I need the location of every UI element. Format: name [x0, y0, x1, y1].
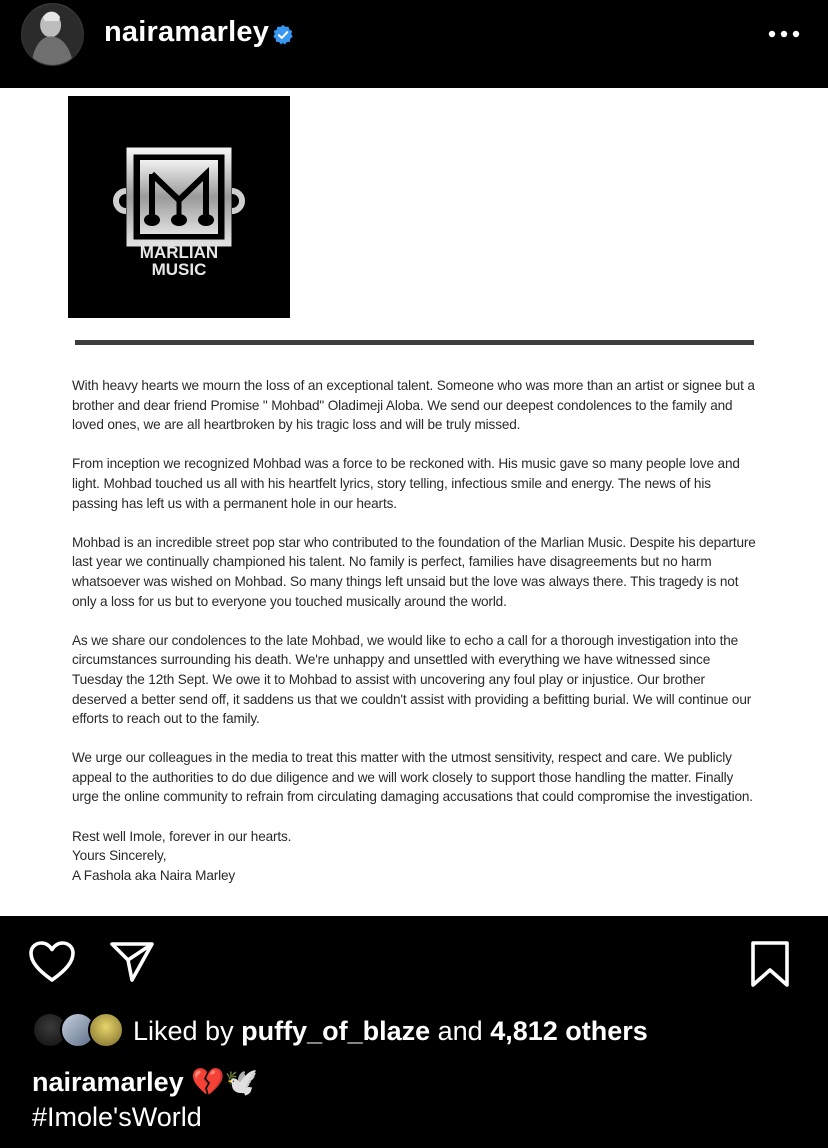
likes-middle: and: [437, 1016, 483, 1046]
liker-avatar: [88, 1012, 124, 1048]
likes-count[interactable]: 4,812 others: [490, 1016, 648, 1046]
letter-paragraph: From inception we recognized Mohbad was a force to be reckoned with. His music gave so many people love and light. Mohbad touched us all with his heartfelt lyrics, story telling, infectious smile and energy. The news of his passing has left us with a permanent hole in our hearts.: [72, 456, 740, 511]
post-actions: [0, 916, 828, 1148]
letter-paragraph: With heavy hearts we mourn the loss of an exceptional talent. Someone who was more than an artist or signee but a brother and dear friend Promise " Mohbad" Oladimeji Aloba. We send our deepest condolences to the family and loved ones, we are all heartbroken by his tragic loss and will be truly missed.: [72, 378, 755, 433]
liker-username[interactable]: puffy_of_blaze: [241, 1016, 431, 1046]
letter-closing: Rest well Imole, forever in our hearts.: [72, 828, 292, 844]
avatar-image: [22, 4, 83, 65]
logo-line2: MUSIC: [151, 260, 207, 279]
post-header: [0, 0, 828, 88]
more-options-icon[interactable]: [766, 20, 802, 48]
letter-signature: A Fashola aka Naira Marley: [72, 867, 236, 883]
caption-hashtag[interactable]: #Imole'sWorld: [32, 1102, 202, 1132]
bookmark-icon[interactable]: [748, 940, 792, 988]
header-username[interactable]: nairamarley: [104, 16, 270, 48]
heart-icon[interactable]: [28, 940, 76, 984]
caption-username[interactable]: nairamarley: [32, 1067, 184, 1097]
likes-prefix: Liked by: [133, 1016, 234, 1046]
letter-signoff: Yours Sincerely,: [72, 848, 167, 864]
likes-summary[interactable]: [133, 1016, 648, 1047]
letter-paragraph: As we share our condolences to the late Mohbad, we would like to echo a call for a thorough investigation into the circumstances surrounding his death. We're unhappy and unsettled with everything we have witnessed since Tuesday the 12th Sept. We owe it to Mohbad to assist with uncovering any foul play or injustice. Our brother deserved a better send off, it saddens us that we couldn't assist with providing a befitting burial. We will continue our efforts to reach out to the family.: [72, 632, 752, 727]
letter-paragraph: Mohbad is an incredible street pop star who contributed to the foundation of the Marlian Music. Despite his departure last year we continually championed his talent. No family is perfect, families have disagreements but no harm whatsoever was wished on Mohbad. So many things left unsaid but the love was always there. This tragedy is not only a loss for us but to everyone you touched musically around the world.: [72, 534, 756, 609]
logo-line1: MARLIAN: [139, 243, 219, 262]
verified-badge-icon: [272, 24, 294, 46]
caption-emojis: 💔🕊️: [191, 1067, 259, 1097]
marlian-music-logo: [68, 96, 290, 318]
statement-letter: [72, 376, 757, 885]
caption: [32, 1066, 258, 1098]
letter-paragraph: We urge our colleagues in the media to treat this matter with the utmost sensitivity, respect and care. We publicly appeal to the authorities to do due diligence and we will work closely to support those handling the matter. Finally urge the online community to refrain from circulating damaging accusations that could compromise the investigation.: [72, 750, 753, 805]
post-image[interactable]: [0, 88, 828, 916]
liker-avatars[interactable]: [32, 1012, 124, 1050]
profile-avatar[interactable]: [21, 3, 84, 66]
send-icon[interactable]: [108, 940, 156, 984]
divider: [75, 340, 754, 345]
